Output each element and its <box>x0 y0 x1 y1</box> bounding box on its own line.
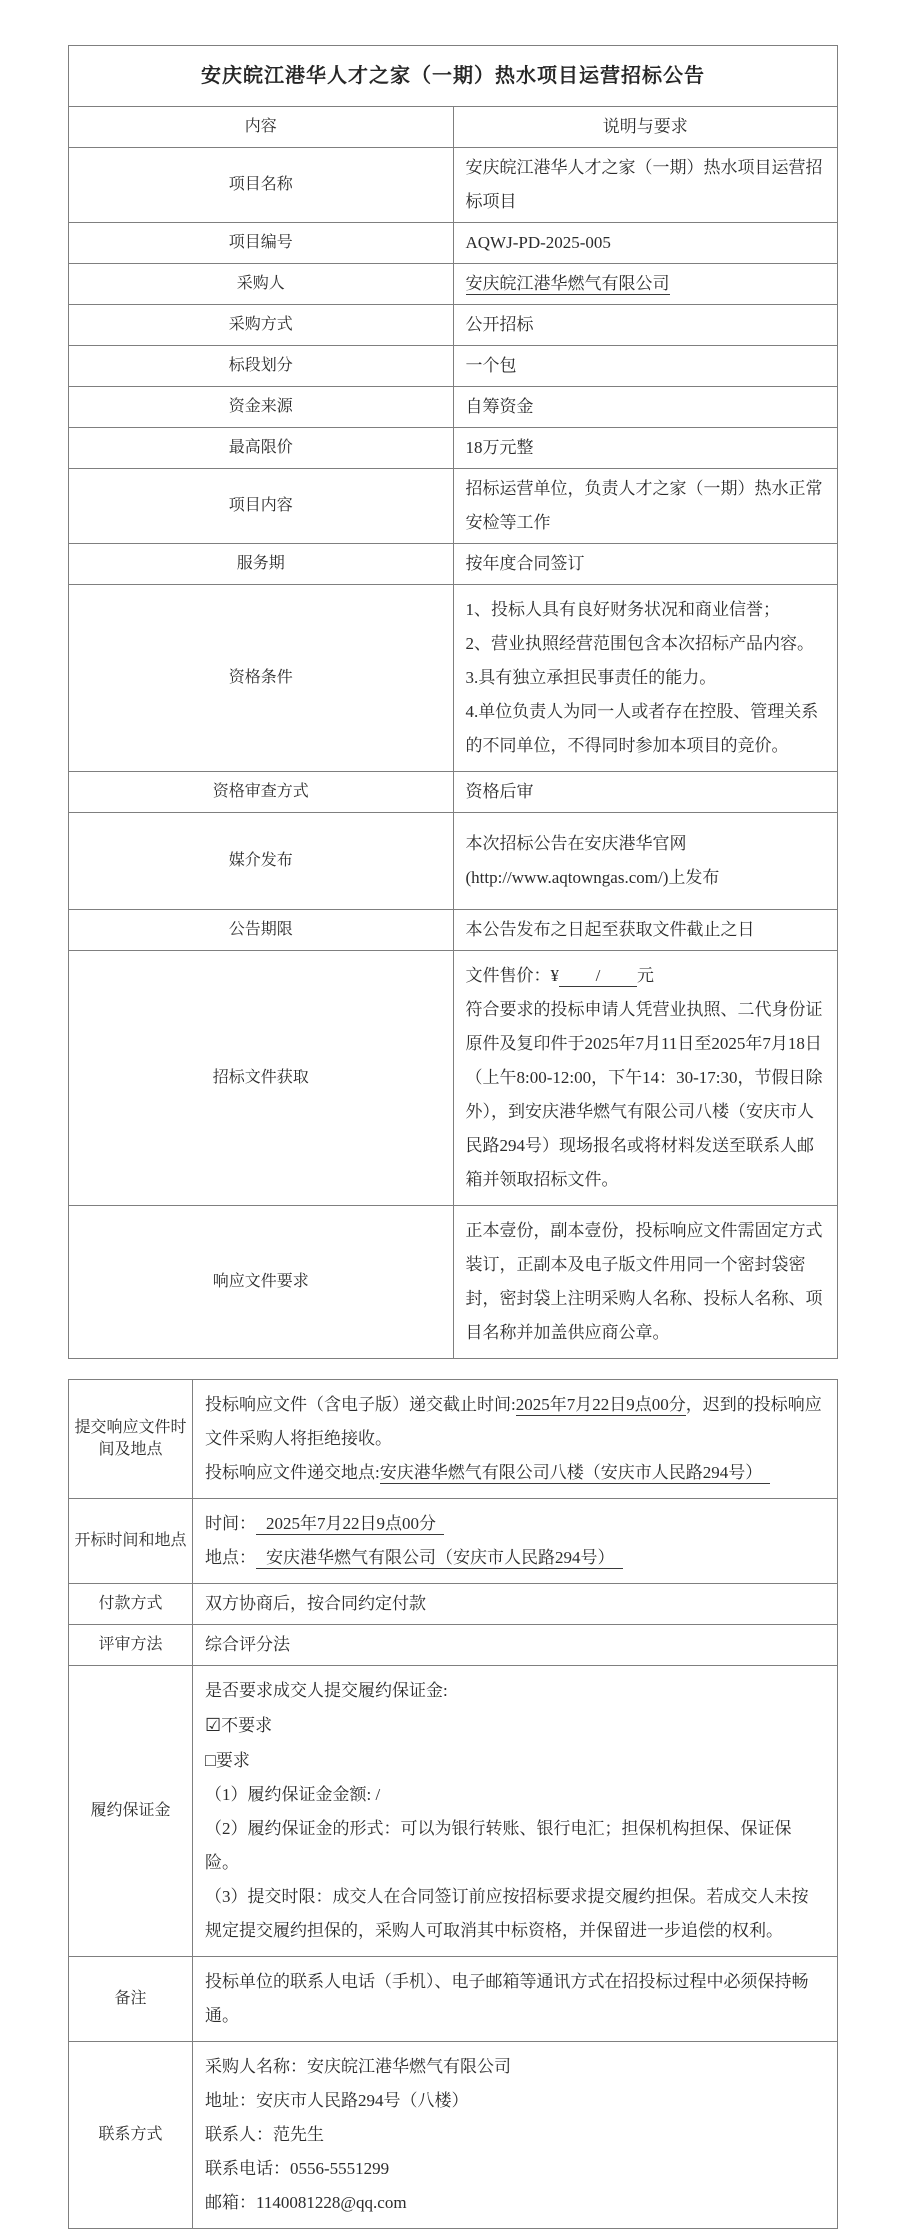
opening-time-line <box>205 1507 825 1541</box>
row-label: 最高限价 <box>69 428 454 469</box>
bond-item-amount: （1）履约保证金金额: / <box>205 1785 381 1804</box>
row-payment-method <box>69 1584 838 1625</box>
row-purchaser <box>69 264 838 305</box>
opening-place-underlined: 安庆港华燃气有限公司（安庆市人民路294号） <box>256 1548 623 1569</box>
row-label: 项目名称 <box>69 148 454 223</box>
header-row <box>69 107 838 148</box>
title-row <box>69 46 838 107</box>
qualification-line: 4.单位负责人为同一人或者存在控股、管理关系的不同单位，不得同时参加本项目的竞价。 <box>465 702 819 755</box>
row-value <box>193 1666 838 1957</box>
row-service-period <box>69 544 838 585</box>
tender-table-main <box>68 45 838 1359</box>
row-value: 一个包 <box>453 346 838 387</box>
checkbox-unchecked-icon: □ <box>205 1750 216 1770</box>
deadline-prefix: 投标响应文件（含电子版）递交截止时间: <box>205 1395 516 1414</box>
deadline-suffix: ，迟到的投标响应文件采购人将拒绝接收。 <box>205 1395 822 1448</box>
row-label: 采购人 <box>69 264 454 305</box>
place-prefix: 投标响应文件递交地点: <box>205 1463 380 1482</box>
row-label: 评审方法 <box>69 1625 193 1666</box>
bond-item-form: （2）履约保证金的形式：可以为银行转账、银行电汇；担保机构担保、保证保险。 <box>205 1819 792 1872</box>
row-label: 联系方式 <box>69 2042 193 2229</box>
row-price-cap <box>69 428 838 469</box>
row-value <box>453 585 838 772</box>
row-notice-period <box>69 910 838 951</box>
row-value <box>193 1380 838 1499</box>
column-header-requirements: 说明与要求 <box>453 107 838 148</box>
bond-intro-line: 是否要求成交人提交履约保证金: <box>205 1681 448 1700</box>
contact-purchaser-line: 采购人名称：安庆皖江港华燃气有限公司 <box>205 2057 511 2076</box>
document-price-line <box>466 959 826 993</box>
row-value: 招标运营单位，负责人才之家（一期）热水正常安检等工作 <box>453 469 838 544</box>
row-media-publication <box>69 813 838 910</box>
row-label: 采购方式 <box>69 305 454 346</box>
qualification-line: 1、投标人具有良好财务状况和商业信誉； <box>465 600 780 619</box>
row-label: 备注 <box>69 1957 193 2042</box>
row-value: 按年度合同签订 <box>453 544 838 585</box>
row-label: 付款方式 <box>69 1584 193 1625</box>
row-label: 媒介发布 <box>69 813 454 910</box>
row-value: 自筹资金 <box>453 387 838 428</box>
evaluation-method-value: 综合评分法 <box>193 1625 838 1666</box>
table-gap <box>68 1359 900 1379</box>
row-value: 公开招标 <box>453 305 838 346</box>
row-qualification-review <box>69 772 838 813</box>
price-prefix: 文件售价：¥ <box>465 966 559 985</box>
row-value: AQWJ-PD-2025-005 <box>453 223 838 264</box>
row-label: 项目编号 <box>69 223 454 264</box>
checkbox-checked-icon: ☑ <box>205 1715 222 1735</box>
bond-option-not-required-label: 不要求 <box>221 1716 273 1735</box>
row-value: 本次招标公告在安庆港华官网(http://www.aqtowngas.com/)上发布 <box>453 813 838 910</box>
row-contact-info <box>69 2042 838 2229</box>
row-label: 提交响应文件时间及地点 <box>69 1380 193 1499</box>
row-response-document-requirements <box>69 1206 838 1359</box>
opening-time-underlined: 2025年7月22日9点00分 <box>256 1514 444 1535</box>
row-procurement-method <box>69 305 838 346</box>
price-blank-field: / <box>559 966 637 987</box>
row-value <box>453 264 838 305</box>
contact-email-line: 邮箱：1140081228@qq.com <box>205 2193 407 2212</box>
row-value: 双方协商后，按合同约定付款 <box>193 1584 838 1625</box>
contact-person-line: 联系人：范先生 <box>205 2125 324 2144</box>
row-evaluation-method <box>69 1625 838 1666</box>
document-title: 安庆皖江港华人才之家（一期）热水项目运营招标公告 <box>69 46 838 107</box>
row-submission-time-place <box>69 1380 838 1499</box>
row-remarks <box>69 1957 838 2042</box>
contact-address-line: 地址：安庆市人民路294号（八楼） <box>205 2091 469 2110</box>
row-label: 响应文件要求 <box>69 1206 454 1359</box>
row-lot-division <box>69 346 838 387</box>
submission-place-line <box>205 1456 825 1490</box>
row-label: 标段划分 <box>69 346 454 387</box>
response-requirements-paragraph: 正本壹份，副本壹份，投标响应文件需固定方式装订，正副本及电子版文件用同一个密封袋密封，密封袋上注明采购人名称、投标人名称、项目名称并加盖供应商公章。 <box>465 1221 823 1342</box>
purchaser-name-underlined: 安庆皖江港华燃气有限公司 <box>465 274 670 293</box>
row-value: 18万元整 <box>453 428 838 469</box>
row-label: 履约保证金 <box>69 1666 193 1957</box>
row-bid-opening <box>69 1499 838 1584</box>
row-project-number <box>69 223 838 264</box>
contact-phone-line: 联系电话：0556-5551299 <box>205 2159 390 2178</box>
qualification-line: 2、营业执照经营范围包含本次招标产品内容。 <box>465 634 814 653</box>
bond-option-required-label: 要求 <box>215 1751 250 1770</box>
price-suffix: 元 <box>637 966 654 985</box>
opening-place-label: 地点： <box>205 1548 256 1567</box>
row-qualification-conditions <box>69 585 838 772</box>
row-label: 招标文件获取 <box>69 951 454 1206</box>
opening-place-line <box>205 1541 825 1575</box>
row-label: 项目内容 <box>69 469 454 544</box>
row-value: 安庆皖江港华人才之家（一期）热水项目运营招标项目 <box>453 148 838 223</box>
column-header-content: 内容 <box>69 107 454 148</box>
row-label: 资金来源 <box>69 387 454 428</box>
opening-time-label: 时间： <box>205 1514 256 1533</box>
document-obtaining-paragraph: 符合要求的投标申请人凭营业执照、二代身份证原件及复印件于2025年7月11日至2025年7月18日（上午8:00-12:00，下午14：30-17:30，节假日除外），到安庆港华燃气有限公司八楼（安庆市人民路294号）现场报名或将材料发送至联系人邮箱并领取招标文件。 <box>465 1000 823 1189</box>
row-label: 服务期 <box>69 544 454 585</box>
row-funding-source <box>69 387 838 428</box>
bond-item-deadline: （3）提交时限：成交人在合同签订前应按招标要求提交履约担保。若成交人未按规定提交履约担保的，采购人可取消其中标资格，并保留进一步追偿的权利。 <box>205 1887 809 1940</box>
row-value: 本公告发布之日起至获取文件截止之日 <box>453 910 838 951</box>
submission-place-underlined: 安庆港华燃气有限公司八楼（安庆市人民路294号） <box>380 1463 771 1484</box>
row-label: 开标时间和地点 <box>69 1499 193 1584</box>
row-value: 资格后审 <box>453 772 838 813</box>
deadline-time-underlined: 2025年7月22日9点00分 <box>515 1395 686 1414</box>
row-value <box>193 1957 838 2042</box>
row-label: 资格条件 <box>69 585 454 772</box>
row-value <box>453 1206 838 1359</box>
qualification-line: 3.具有独立承担民事责任的能力。 <box>465 668 717 687</box>
remarks-paragraph: 投标单位的联系人电话（手机）、电子邮箱等通讯方式在招投标过程中必须保持畅通。 <box>205 1972 809 2025</box>
submission-deadline-line <box>205 1388 825 1456</box>
tender-table-secondary <box>68 1379 838 2229</box>
row-performance-bond <box>69 1666 838 1957</box>
row-value <box>193 2042 838 2229</box>
bond-option-required <box>205 1743 825 1778</box>
row-value <box>453 951 838 1206</box>
row-project-name <box>69 148 838 223</box>
row-project-content <box>69 469 838 544</box>
row-document-obtaining <box>69 951 838 1206</box>
row-label: 公告期限 <box>69 910 454 951</box>
bond-option-not-required <box>205 1708 825 1743</box>
row-value <box>193 1499 838 1584</box>
row-label: 资格审查方式 <box>69 772 454 813</box>
